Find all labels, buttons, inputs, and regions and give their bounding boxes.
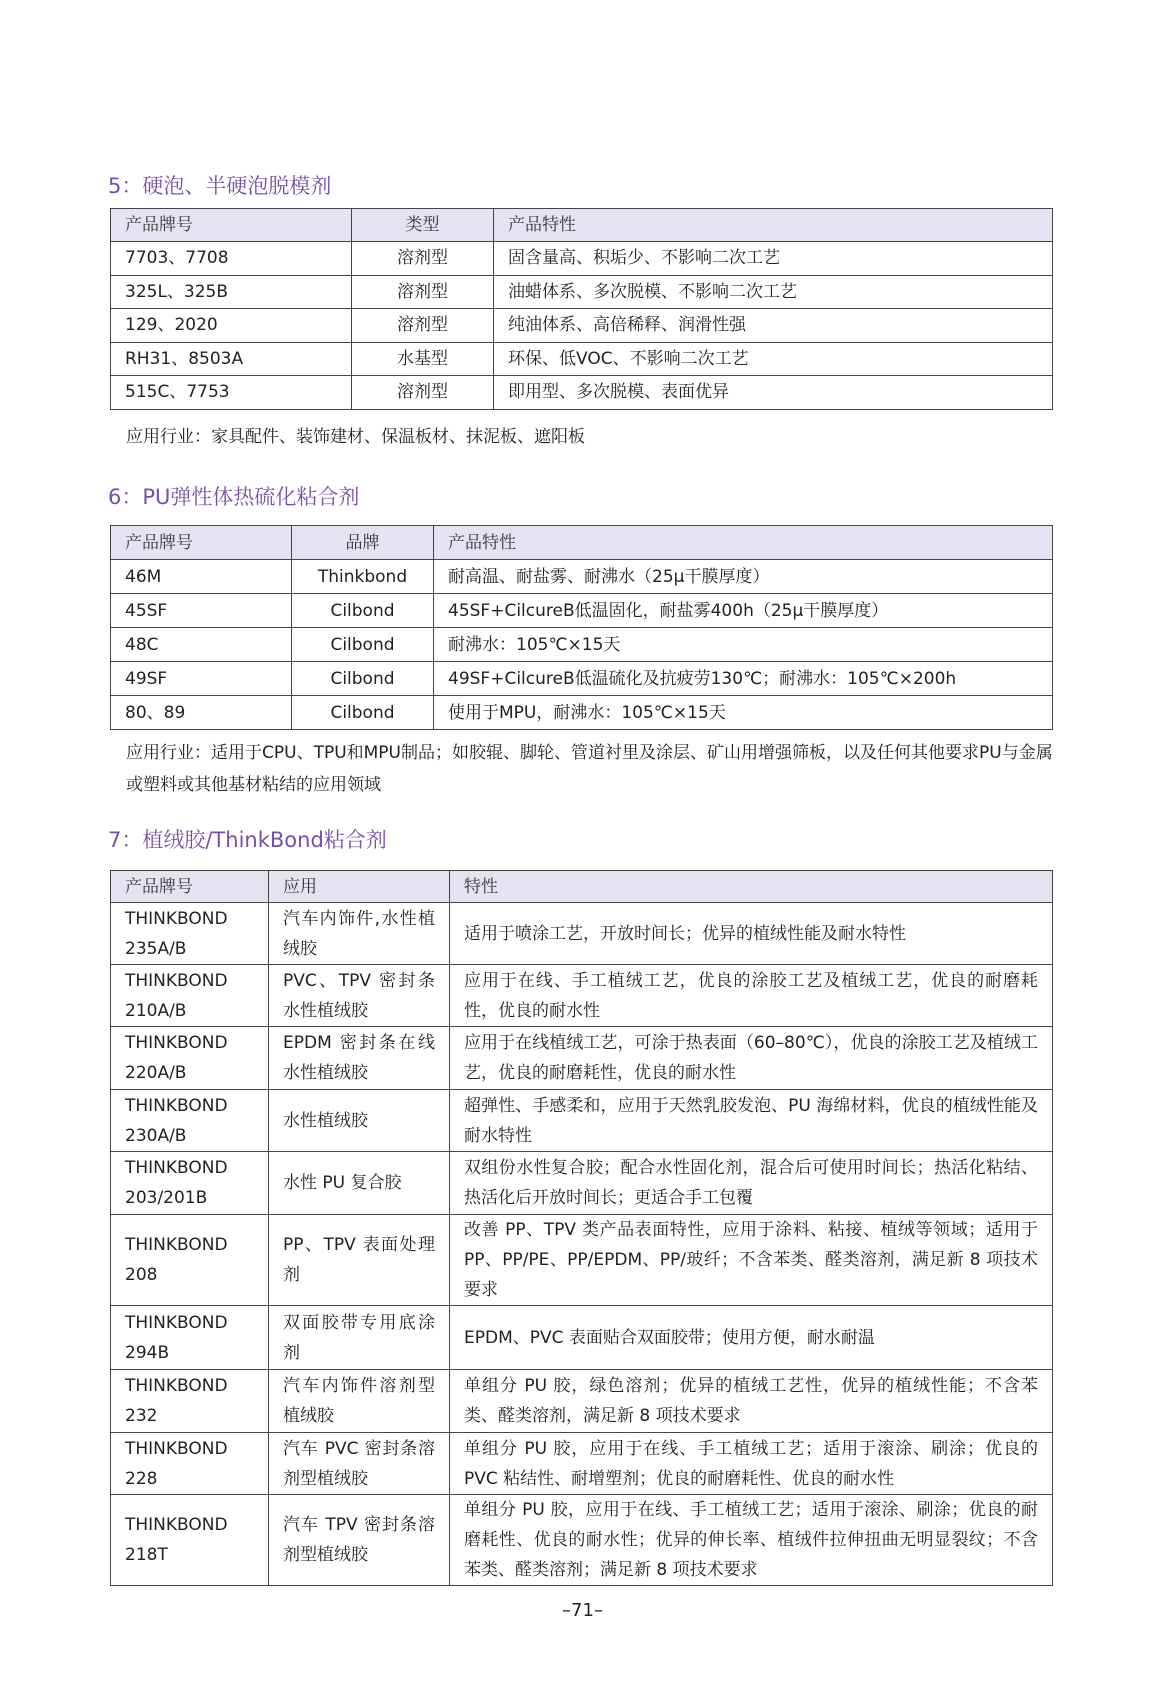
table-row (111, 1215, 1053, 1306)
table-row (111, 1306, 1053, 1370)
table-row (111, 696, 1053, 730)
type-cell: Thinkbond (292, 560, 434, 594)
feature-cell: 49SF+CilcureB低温硫化及抗疲劳130℃；耐沸水：105℃×200h (434, 662, 1053, 696)
table-row (111, 1433, 1053, 1495)
table-row (111, 342, 1053, 376)
product-code-cell: 325L、325B (111, 275, 352, 309)
product-code-cell: 515C、7753 (111, 376, 352, 410)
type-cell: 双面胶带专用底涂剂 (269, 1306, 450, 1370)
table-header-row (111, 871, 1053, 903)
feature-cell: 适用于喷涂工艺，开放时间长；优异的植绒性能及耐水特性 (450, 903, 1053, 965)
feature-cell: 单组分 PU 胶，应用于在线、手工植绒工艺；适用于滚涂、刷涂；优良的 PVC 粘结性、耐增塑剂；优良的耐磨耗性、优良的耐水性 (450, 1433, 1053, 1495)
feature-cell: 应用于在线、手工植绒工艺，优良的涂胶工艺及植绒工艺，优良的耐磨耗性，优良的耐水性 (450, 965, 1053, 1027)
type-cell: 溶剂型 (352, 376, 494, 410)
page-number: –71– (562, 1600, 603, 1621)
product-code-cell: THINKBOND 232 (111, 1370, 269, 1433)
header-cell: 类型 (352, 209, 494, 242)
table-row (111, 309, 1053, 343)
flocking-adhesive-table (110, 870, 1053, 1586)
product-code-cell: THINKBOND 230A/B (111, 1090, 269, 1152)
table-header-row (111, 526, 1053, 560)
table-row (111, 1090, 1053, 1152)
feature-cell: 双组份水性复合胶；配合水性固化剂，混合后可使用时间长；热活化粘结、热活化后开放时间长；更适合手工包覆 (450, 1152, 1053, 1215)
feature-cell: 耐高温、耐盐雾、耐沸水（25μ干膜厚度） (434, 560, 1053, 594)
table-row (111, 560, 1053, 594)
table-row (111, 628, 1053, 662)
feature-cell: 超弹性、手感柔和，应用于天然乳胶发泡、PU 海绵材料，优良的植绒性能及耐水特性 (450, 1090, 1053, 1152)
table-header-row (111, 209, 1053, 242)
section-6-title: 6：PU弹性体热硫化粘合剂 (108, 485, 360, 509)
feature-cell: 改善 PP、TPV 类产品表面特性，应用于涂料、粘接、植绒等领域；适用于 PP、PP/PE、PP/EPDM、PP/玻纤；不含苯类、醛类溶剂，满足新 8 项技术要求 (450, 1215, 1053, 1306)
section-5-note: 应用行业：家具配件、装饰建材、保温板材、抹泥板、遮阳板 (126, 427, 585, 447)
release-agent-table (110, 208, 1053, 410)
table-row (111, 242, 1053, 276)
feature-cell: 单组分 PU 胶，应用于在线、手工植绒工艺；适用于滚涂、刷涂；优良的耐磨耗性、优良的耐水性；优异的伸长率、植绒件拉伸扭曲无明显裂纹；不含苯类、醛类溶剂；满足新 8 项技术要求 (450, 1495, 1053, 1586)
header-cell: 产品特性 (434, 526, 1053, 560)
feature-cell: 使用于MPU，耐沸水：105℃×15天 (434, 696, 1053, 730)
section-6-note: 应用行业：适用于CPU、TPU和MPU制品；如胶辊、脚轮、管道衬里及涂层、矿山用增强筛板，以及任何其他要求PU与金属或塑料或其他基材粘结的应用领域 (126, 743, 1053, 795)
type-cell: 溶剂型 (352, 242, 494, 276)
header-cell: 应用 (269, 871, 450, 903)
type-cell: 汽车内饰件溶剂型植绒胶 (269, 1370, 450, 1433)
type-cell: PP、TPV 表面处理剂 (269, 1215, 450, 1306)
type-cell: 溶剂型 (352, 309, 494, 343)
table-row (111, 1495, 1053, 1586)
feature-cell: 环保、低VOC、不影响二次工艺 (494, 342, 1053, 376)
type-cell: PVC、TPV 密封条水性植绒胶 (269, 965, 450, 1027)
product-code-cell: THINKBOND 203/201B (111, 1152, 269, 1215)
type-cell: 水性 PU 复合胶 (269, 1152, 450, 1215)
product-code-cell: THINKBOND 228 (111, 1433, 269, 1495)
product-code-cell: 7703、7708 (111, 242, 352, 276)
product-code-cell: 48C (111, 628, 292, 662)
product-code-cell: 49SF (111, 662, 292, 696)
feature-cell: 油蜡体系、多次脱模、不影响二次工艺 (494, 275, 1053, 309)
table-row (111, 662, 1053, 696)
type-cell: 水基型 (352, 342, 494, 376)
table-row (111, 594, 1053, 628)
feature-cell: 耐沸水：105℃×15天 (434, 628, 1053, 662)
type-cell: Cilbond (292, 696, 434, 730)
product-code-cell: THINKBOND 294B (111, 1306, 269, 1370)
type-cell: Cilbond (292, 594, 434, 628)
product-code-cell: RH31、8503A (111, 342, 352, 376)
feature-cell: 固含量高、积垢少、不影响二次工艺 (494, 242, 1053, 276)
product-code-cell: THINKBOND 218T (111, 1495, 269, 1586)
table-row (111, 1370, 1053, 1433)
type-cell: 汽车内饰件,水性植绒胶 (269, 903, 450, 965)
feature-cell: 应用于在线植绒工艺，可涂于热表面（60–80℃），优良的涂胶工艺及植绒工艺，优良的耐磨耗性，优良的耐水性 (450, 1027, 1053, 1090)
section-5-title: 5：硬泡、半硬泡脱模剂 (108, 174, 332, 198)
product-code-cell: THINKBOND 208 (111, 1215, 269, 1306)
feature-cell: 即用型、多次脱模、表面优异 (494, 376, 1053, 410)
product-code-cell: 129、2020 (111, 309, 352, 343)
pu-adhesive-table (110, 525, 1053, 730)
header-cell: 产品特性 (494, 209, 1053, 242)
header-cell: 产品牌号 (111, 526, 292, 560)
section-7-title: 7：植绒胶/ThinkBond粘合剂 (108, 828, 387, 852)
type-cell: Cilbond (292, 628, 434, 662)
type-cell: 溶剂型 (352, 275, 494, 309)
product-code-cell: THINKBOND 210A/B (111, 965, 269, 1027)
type-cell: Cilbond (292, 662, 434, 696)
product-code-cell: 45SF (111, 594, 292, 628)
header-cell: 产品牌号 (111, 871, 269, 903)
product-code-cell: 80、89 (111, 696, 292, 730)
feature-cell: EPDM、PVC 表面贴合双面胶带；使用方便，耐水耐温 (450, 1306, 1053, 1370)
feature-cell: 45SF+CilcureB低温固化，耐盐雾400h（25μ干膜厚度） (434, 594, 1053, 628)
feature-cell: 纯油体系、高倍稀释、润滑性强 (494, 309, 1053, 343)
product-code-cell: THINKBOND 220A/B (111, 1027, 269, 1090)
product-code-cell: 46M (111, 560, 292, 594)
feature-cell: 单组分 PU 胶，绿色溶剂；优异的植绒工艺性，优异的植绒性能；不含苯类、醛类溶剂，满足新 8 项技术要求 (450, 1370, 1053, 1433)
product-code-cell: THINKBOND 235A/B (111, 903, 269, 965)
table-row (111, 1027, 1053, 1090)
table-row (111, 965, 1053, 1027)
type-cell: 水性植绒胶 (269, 1090, 450, 1152)
table-row (111, 376, 1053, 410)
table-row (111, 903, 1053, 965)
header-cell: 特性 (450, 871, 1053, 903)
header-cell: 产品牌号 (111, 209, 352, 242)
type-cell: EPDM 密封条在线水性植绒胶 (269, 1027, 450, 1090)
type-cell: 汽车 PVC 密封条溶剂型植绒胶 (269, 1433, 450, 1495)
table-row (111, 275, 1053, 309)
type-cell: 汽车 TPV 密封条溶剂型植绒胶 (269, 1495, 450, 1586)
table-row (111, 1152, 1053, 1215)
header-cell: 品牌 (292, 526, 434, 560)
